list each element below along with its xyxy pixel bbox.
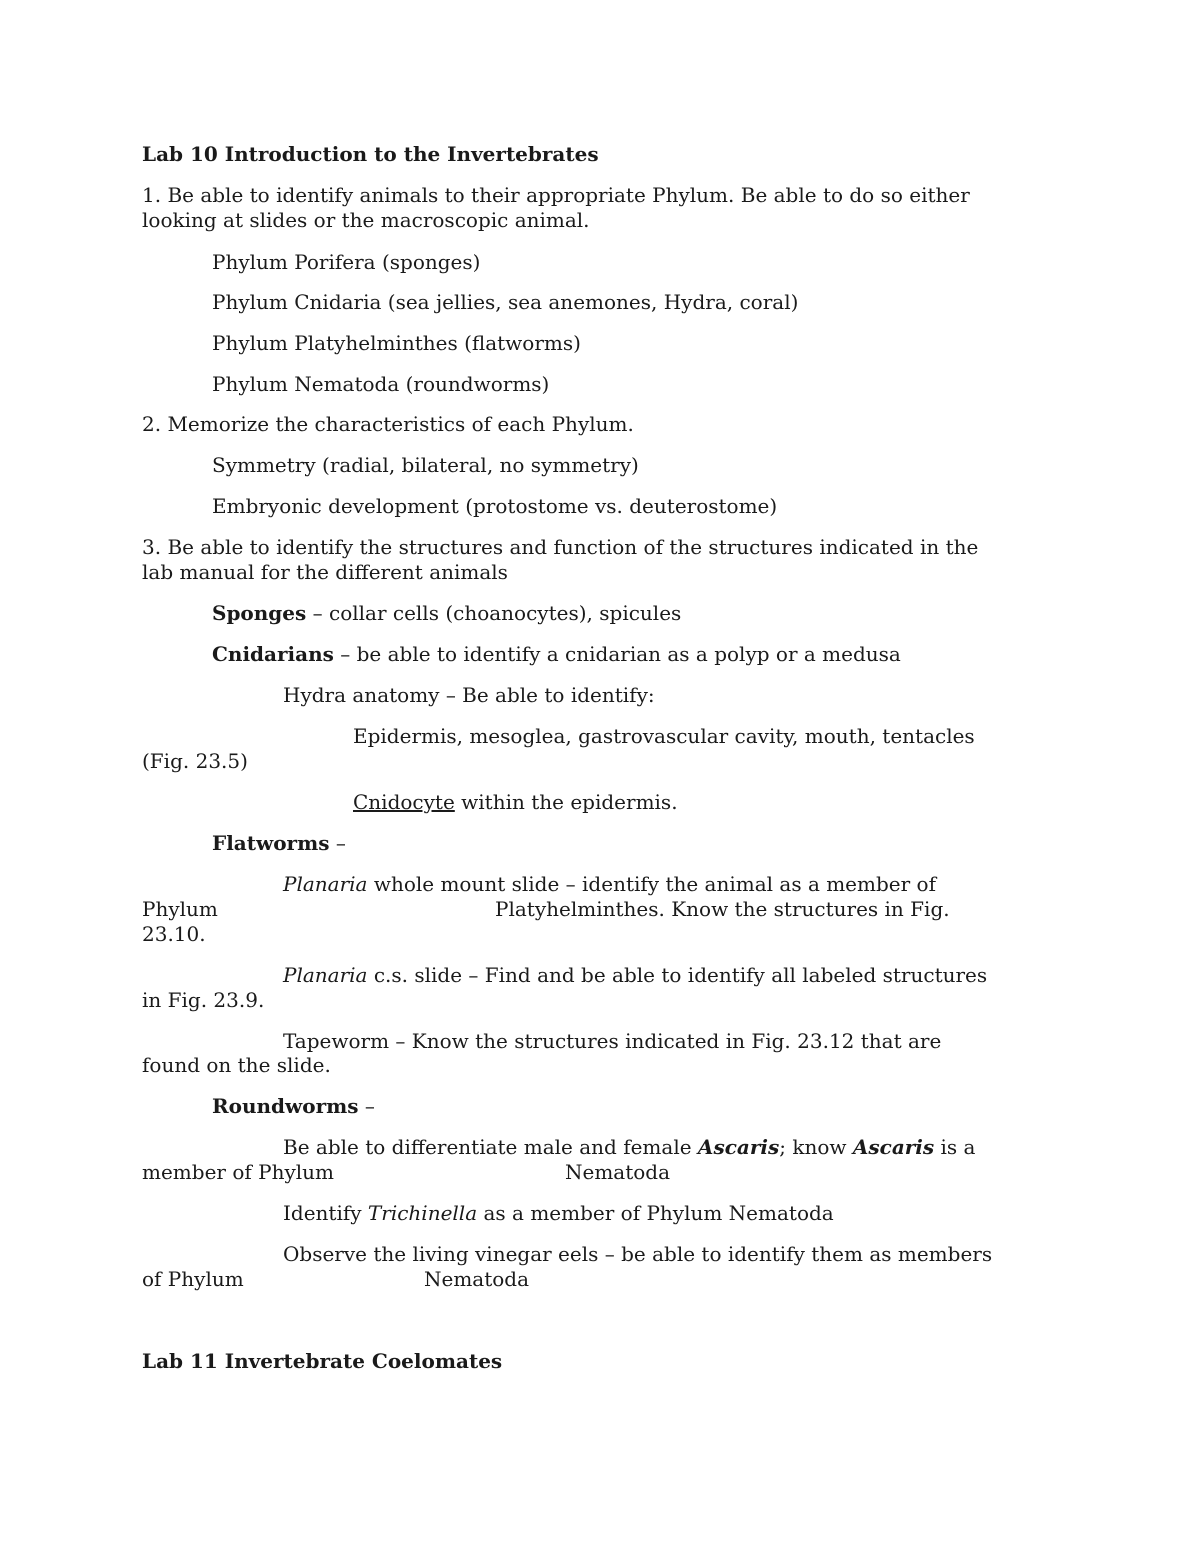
- item2-text: 2. Memorize the characteristics of each Phylum.: [142, 412, 634, 436]
- ascaris-term: Ascaris: [697, 1135, 780, 1159]
- flatworms-dash: –: [329, 831, 346, 855]
- roundworms-line: [212, 1094, 375, 1118]
- ascaris-text-b: ; know: [779, 1135, 853, 1159]
- cnidarians-text: – be able to identify a cnidarian as a polyp or a medusa: [333, 642, 901, 666]
- embryonic-text: Embryonic development (protostome vs. deuterostome): [212, 494, 778, 518]
- ascaris-phylum: member of Phylum: [142, 1160, 335, 1184]
- vinegar-eels-line: Observe the living vinegar eels – be able to identify them as members: [283, 1242, 993, 1266]
- ascaris-nematoda: Nematoda: [565, 1160, 671, 1184]
- phylum-platyhelminthes: Phylum Platyhelminthes (flatworms): [212, 331, 581, 355]
- roundworms-dash: –: [358, 1094, 375, 1118]
- trichinella-term: Trichinella: [367, 1201, 478, 1225]
- planaria-wm-phylum: Phylum: [142, 897, 218, 921]
- sponges-heading: Sponges: [212, 601, 307, 625]
- cnidocyte-line: [353, 790, 678, 814]
- cnidocyte-term: Cnidocyte: [353, 790, 455, 814]
- symmetry-text: Symmetry (radial, bilateral, no symmetry): [212, 453, 639, 477]
- trichinella-line: [283, 1201, 834, 1225]
- planaria-wm-platy: Platyhelminthes. Know the structures in Fig.: [495, 897, 950, 921]
- planaria-cs-fig: in Fig. 23.9.: [142, 988, 265, 1012]
- ascaris-text-a: Be able to differentiate male and female: [283, 1135, 698, 1159]
- sponges-text: – collar cells (choanocytes), spicules: [306, 601, 682, 625]
- hydra-structures-fig: (Fig. 23.5): [142, 749, 248, 773]
- lab11-title: Lab 11 Invertebrate Coelomates: [142, 1349, 503, 1373]
- roundworms-heading: Roundworms: [212, 1094, 359, 1118]
- phylum-nematoda: Phylum Nematoda (roundworms): [212, 372, 550, 396]
- item1-text-cont: looking at slides or the macroscopic animal.: [142, 208, 590, 232]
- planaria-term: Planaria: [283, 872, 368, 896]
- ascaris-line: [283, 1135, 975, 1159]
- planaria-wm-text: whole mount slide – identify the animal as a member of: [367, 872, 936, 896]
- ascaris-term: Ascaris: [852, 1135, 935, 1159]
- hydra-anatomy: Hydra anatomy – Be able to identify:: [283, 683, 655, 707]
- hydra-structures: Epidermis, mesoglea, gastrovascular cavity, mouth, tentacles: [353, 724, 975, 748]
- ascaris-text-c: is a: [934, 1135, 976, 1159]
- tapeworm-line: Tapeworm – Know the structures indicated in Fig. 23.12 that are: [283, 1029, 942, 1053]
- vinegar-eels-nematoda: Nematoda: [424, 1267, 530, 1291]
- tapeworm-line-cont: found on the slide.: [142, 1053, 331, 1077]
- trichinella-text-a: Identify: [283, 1201, 368, 1225]
- cnidarians-heading: Cnidarians: [212, 642, 334, 666]
- cnidocyte-rest: within the epidermis.: [454, 790, 678, 814]
- flatworms-heading: Flatworms: [212, 831, 330, 855]
- planaria-wm-fig: 23.10.: [142, 922, 206, 946]
- phylum-cnidaria: Phylum Cnidaria (sea jellies, sea anemones, Hydra, coral): [212, 290, 799, 314]
- item1-text: 1. Be able to identify animals to their appropriate Phylum. Be able to do so either: [142, 183, 970, 207]
- vinegar-eels-phylum: of Phylum: [142, 1267, 244, 1291]
- planaria-cs-text: c.s. slide – Find and be able to identify all labeled structures: [367, 963, 988, 987]
- planaria-wm-line: [283, 872, 936, 896]
- trichinella-text-b: as a member of Phylum Nematoda: [477, 1201, 834, 1225]
- planaria-term: Planaria: [283, 963, 368, 987]
- item3-text: 3. Be able to identify the structures and function of the structures indicated in the: [142, 535, 979, 559]
- item3-text-cont: lab manual for the different animals: [142, 560, 508, 584]
- planaria-cs-line: [283, 963, 987, 987]
- sponges-line: [212, 601, 681, 625]
- cnidarians-line: [212, 642, 901, 666]
- flatworms-line: [212, 831, 346, 855]
- phylum-porifera: Phylum Porifera (sponges): [212, 250, 481, 274]
- lab10-title: Lab 10 Introduction to the Invertebrates: [142, 142, 599, 166]
